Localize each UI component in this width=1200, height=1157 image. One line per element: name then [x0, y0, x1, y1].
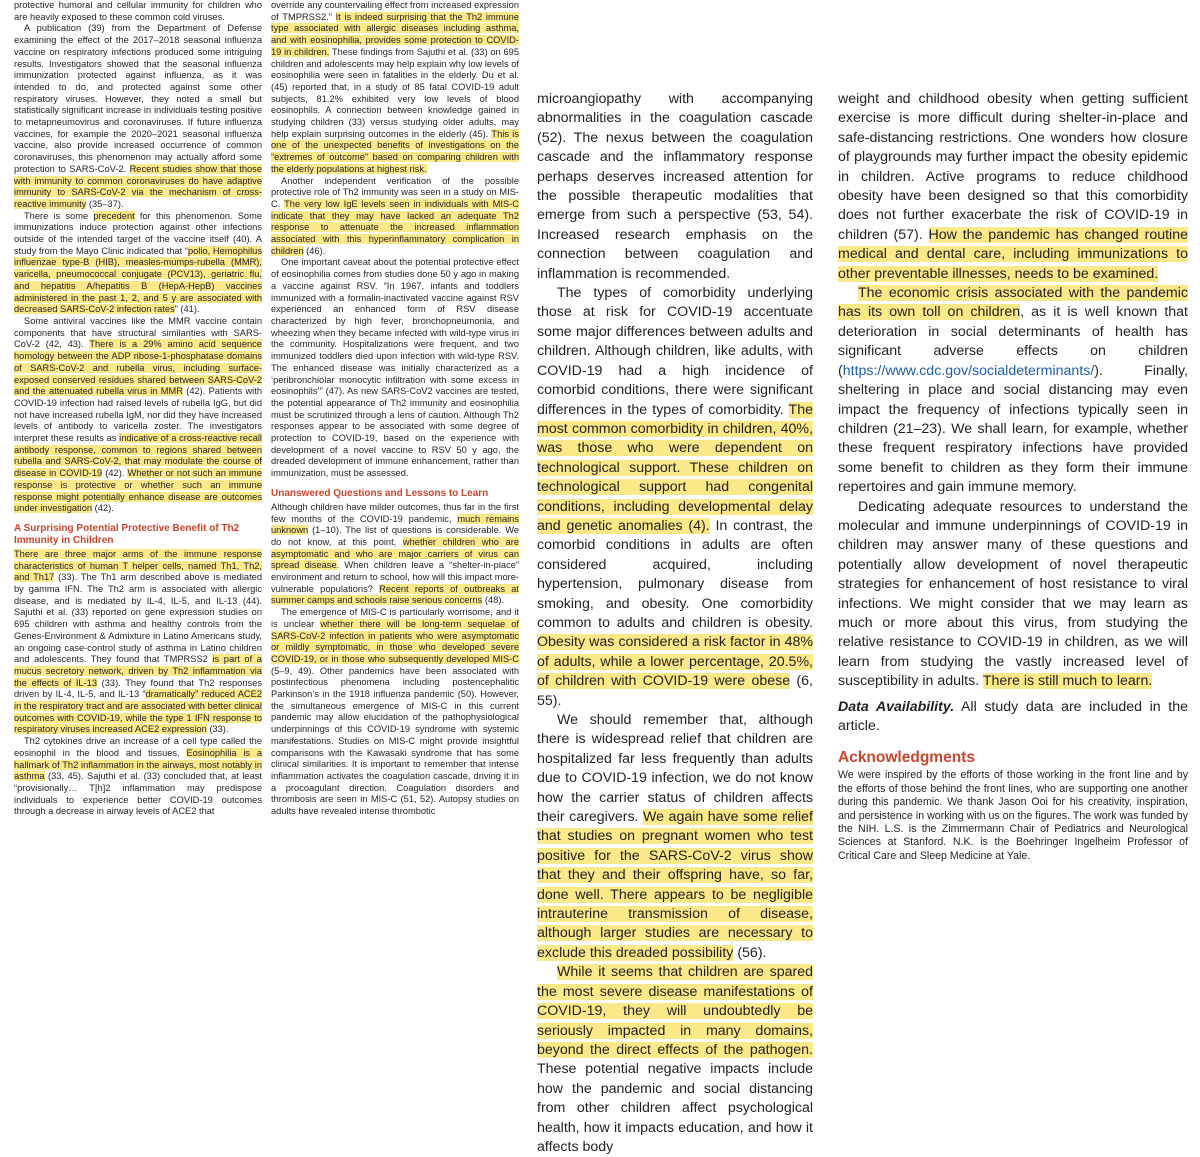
text-run: In contrast, the comorbid conditions in adults are often considered acquired, including hypertension, pulmonary disease from smoking, and obesity. One comorbidity common to adults and children is obesity. — [537, 517, 813, 631]
highlighted-text: Eosinophilia is a hallmark of Th2 inflammation in the airways, most notably in asthma — [14, 747, 262, 782]
data-availability-text: All study data are included in the article. — [838, 698, 1188, 734]
text-run: Th2 cytokines drive an increase of a cell type called the eosinophil in the blood and tissues. — [14, 736, 262, 758]
highlighted-text: precedent — [93, 210, 135, 221]
highlighted-text: is part of a mucus secretory network, driven by Th2 inflammation via the effects of IL-13 — [14, 654, 262, 688]
text-run: The emergence of MIS-C is particularly worrisome, and it is unclear — [271, 607, 519, 629]
highlighted-text: whether children who are asymptomatic and who are major carriers of virus can spread disease — [271, 536, 520, 571]
data-availability-label: Data Availability. — [838, 698, 955, 715]
paragraph — [14, 0, 262, 23]
highlighted-text: much remains unknown — [271, 513, 520, 536]
paragraph — [838, 498, 1188, 692]
text-column-3 — [537, 90, 814, 1155]
highlighted-text: There are three major arms of the immune response characteristics of human T helper cells, named Th1, Th2, and Th17 — [14, 548, 262, 583]
text-run: (5–9, 49). Other pandemics have been associated with postinfectious phenomena including postencephalitic Parkinson’s in the 1918 influenza pandemic (50). However, the simultaneous emergence of MIS-C in this current pandemic may allow elucidation of the pathophysiological underpinnings of this COVID-19 syndrome with systemic manifestations. Studies on MIS-C might provide insightful comparisons with the Kawasaki syndrome that has some clinical similarities. It is important to remember that intense inflammation activates the coagulation cascade, driving it in a procoagulant direction. Coagulation disorders and thrombosis are seen in MIS-C (51, 52). Autopsy studies on adults have revealed intense thrombotic — [271, 665, 519, 817]
paragraph — [14, 23, 262, 210]
paragraph — [537, 284, 813, 711]
highlighted-text: While it seems that children are spared the most severe disease manifestations of COVID-19, they will undoubtedly be seriously impacted in many domains, beyond the direct effects of the pathogen. — [537, 964, 813, 1058]
highlighted-text: Recent reports of outbreaks at summer camps and schools raise serious concerns — [271, 583, 519, 606]
text-run: (42). — [92, 503, 114, 514]
highlighted-text: There is a 29% amino acid sequence homology between the ADP ribose-1-phosphatase domains of SARS-CoV-2 and rubella virus, including surface-exposed conserved residues shared between SARS-CoV-2 and the attenuated rubella virus in MMR — [14, 339, 262, 397]
highlighted-text: How the pandemic has changed routine medical and dental care, including immunizations to other preventable illnesses, needs to be examined. — [838, 226, 1188, 282]
text-run: (56). — [733, 944, 767, 961]
paragraph — [271, 0, 519, 176]
text-run: . When children leave a “shelter-in-place” environment and return to school, how will this impact more-vulnerable populations? — [271, 560, 519, 594]
text-run: weight and childhood obesity when getting sufficient exercise is more difficult during shelter-in-place and safe-distancing restrictions. One wonders how closure of playgrounds may further impact the obesity epidemic in children. Active programs to reduce childhood obesity have been designed so that this comorbidity does not further exacerbate the risk of COVID-19 in children (57). — [838, 91, 1188, 243]
paragraph — [14, 211, 262, 316]
highlighted-text: It is indeed surprising that the Th2 immune type associated with allergic diseases including asthma, and with eosinophilia, provides some protection to COVID-19 in children. — [271, 11, 519, 57]
paragraph — [14, 316, 262, 515]
paragraph — [271, 257, 519, 479]
highlighted-text: Recent studies show that those with immunity to common coronaviruses do have adaptive immunity to SARS-CoV-2 via the mechanism of cross-reactive immunity — [14, 163, 262, 209]
paragraph — [271, 502, 519, 607]
data-availability — [838, 698, 1188, 737]
text-run: Another independent verification of the possible protective role of Th2 immunity was seen in a study on MIS-C. — [271, 175, 519, 209]
text-run: override any countervailing effect from increased expression of TMPRSS2.” — [271, 0, 519, 22]
text-run: (6, 55). — [537, 673, 813, 709]
text-run: Although children have milder outcomes, thus far in the first few months of the COVID-19 pandemic, — [271, 501, 519, 524]
highlighted-text: Obesity was considered a risk factor in 48% of adults, while a lower percentage, 20.5%, of children with COVID-19 were obese — [537, 634, 813, 690]
section-heading: Unanswered Questions and Lessons to Learn — [271, 487, 489, 499]
text-run: (35–37). — [86, 198, 124, 209]
text-run: A publication (39) from the Department of Defense examining the effect of the 2017–2018 seasonal influenza vaccine on respiratory infections produced some intriguing results. Investigators showed that the seasonal influenza immunization protected against influenza, as it was intended to do, and protected against some other respiratory viruses. However, they noted a small but statistically significant increase in individuals testing positive to metapneumovirus and coronaviruses. If future influenza vaccines, for example the 2020–2021 seasonal influenza vaccine, also provide increased occurrence of common coronaviruses, this phenomenon may actually afford some protection to SARS-CoV-2. — [14, 23, 262, 174]
text-run: Some antiviral vaccines like the MMR vaccine contain components that have structural similarities with SARS-CoV-2 (42, 43). — [14, 315, 262, 350]
text-column-2 — [271, 0, 520, 817]
text-run: These findings from Sajuthi et al. (33) on 695 children and adolescents may help explain why low levels of eosinophilia were seen in fatalities in the elderly. Du et al. (45) reported that, in a study of 85 fatal COVID-19 adult subjects, 81.2% exhibited very low levels of blood eosinophils. A connection between knowledge gained in studying children (33) versus studying older adults, may help explain surprising outcomes in the elderly (45). — [271, 46, 519, 139]
highlighted-text: polio, Hemophilus influenzae type-B (HIB), measles-mumps-rubella (MMR), varicella, pneumococcal conjugate (PCV13), geriatric flu, and hepatitis A/hepatitis B (HepA-HepB) vaccines administered in the past 1, 2, and 5 y are associated with decreased SARS-CoV-2 infection rates — [14, 245, 262, 315]
highlighted-text: The economic crisis associated with the pandemic has its own toll on children — [838, 285, 1188, 321]
text-run: The types of comorbidity underlying those at risk for COVID-19 accentuate some major differences between adults and children. Although children, like adults, with COVID-19 had a high incidence of comorbid conditions, there were significant differences in the types of comorbidity. — [537, 285, 813, 418]
highlighted-text: dramatically” reduced ACE2 in the respiratory tract and are associated with better clinical outcomes with COVID-19, while the type 1 IFN response to respiratory viruses increased ACE2 expression — [14, 689, 262, 735]
text-run: (48). — [482, 595, 505, 606]
paragraph — [838, 90, 1188, 284]
text-run: for this phenomenon. Some immunizations induce protection against other infections outside of the intended target of the vaccine itself (40). A study from the Mayo Clinic indicated that “ — [14, 210, 263, 256]
text-run: (46). — [303, 245, 326, 256]
text-run: (33, 45). Sajuthi et al. (33) concluded that, at least “provisionally… T[h]2 inflammation may predispose individuals to experience better COVID-19 outcomes through a decrease in airway levels of ACE2 that — [14, 771, 262, 817]
text-run: ” (41). — [174, 304, 200, 315]
acknowledgments-text: We were inspired by the efforts of those working in the front line and by the efforts of those behind the front lines, who are supporting one another during this pandemic. We thank Jason Ooi for his creativity, inspiration, and persistence in working with us on the figures. The work was funded by the NIH. L.S. is the Zimmermann Chair of Pediatrics and Neurological Sciences at Stanford. N.K. is the Boehringer Ingelheim Professor of Critical Care and Sleep Medicine at Yale. — [838, 769, 1188, 862]
text-run: , as it is well known that deterioration in social determinants of health has significant adverse effects on children ( — [838, 304, 1188, 379]
paragraph — [14, 549, 262, 736]
paragraph — [271, 607, 519, 818]
highlighted-text: Whether or not such an immune response is protective or whether such an immune response might potentially enhance disease are outcomes under investigation — [14, 468, 262, 514]
highlighted-text: The very low IgE levels seen in individuals with MIS-C indicate that they may have lacked an adequate Th2 response to attenuate the increased inflammation associated with this hyperinflammatory complication in children — [271, 198, 519, 256]
text-run: protective humoral and cellular immunity for children who are heavily exposed to these common cold viruses. — [14, 0, 262, 22]
text-run: (42). — [102, 468, 128, 479]
text-run: We should remember that, although there is widespread relief that children are hospitalized far less frequently than adults due to COVID-19 infection, we do not know how the carrier status of children affects their caregivers. — [537, 712, 813, 826]
text-column-4 — [838, 90, 1188, 862]
cdc-link[interactable]: https://www.cdc.gov/socialdeterminants/ — [842, 362, 1095, 379]
text-run: (33). They found that Th2 responses driven by IL-4, IL-5, and IL-13 “ — [14, 677, 262, 700]
paragraph — [271, 176, 519, 258]
paragraph — [14, 736, 262, 818]
text-run: (33). — [206, 724, 229, 735]
highlighted-text: indicative of a cross-reactive recall antibody response, common to regions shared between rubella and SARS-CoV-2, that may modulate the course of disease in COVID-19 — [14, 433, 262, 479]
text-column-1 — [14, 0, 263, 817]
acknowledgments-heading: Acknowledgments — [838, 749, 975, 767]
text-run: (42). Patients with COVID-19 infection had raised levels of rubella IgG, but did not have increased rubella IgM, nor did they have increased levels of antibody to varicella zoster. The investigators interpret these results as — [14, 386, 262, 444]
text-run: These potential negative impacts include how the pandemic and social distancing from other children affect psychological health, how it impacts education, and how it affects body — [537, 1061, 813, 1155]
paragraph — [537, 963, 813, 1157]
section-heading: A Surprising Potential Protective Benefit of Th2 Immunity in Children — [14, 522, 240, 546]
paragraph — [537, 711, 813, 963]
highlighted-text: We again have some relief that studies on pregnant women who test positive for the SARS-CoV-2 virus show that they and their offspring have, so far, done well. There appears to be negligible intrauterine transmission of disease, although larger studies are necessary to exclude this dreaded possibility — [537, 809, 814, 961]
highlighted-text: There is still much to learn. — [982, 673, 1153, 690]
highlighted-text: The most common comorbidity in children, 40%, was those who were dependent on technological support. These children on technological support had congenital conditions, including developmental delay and genetic anomalies (4). — [537, 401, 813, 534]
paragraph — [838, 284, 1188, 497]
highlighted-text: whether there will be long-term sequelae of SARS-CoV-2 infection in patients who were asymptomatic or mildly symptomatic, in those who developed severe COVID-19, or in those who subsequently developed MIS-C — [271, 618, 519, 664]
text-run: ). Finally, sheltering in place and social distancing may even impact the frequency of infections typically seen in children (21–23). We shall learn, for example, whether these frequent respiratory infections have provided some benefit to children as they form their immune repertoires and gain immune memory. — [838, 362, 1188, 496]
text-run: There is some — [24, 210, 94, 221]
text-run: One important caveat about the potential protective effect of eosinophilia comes from studies done 50 y ago in making a vaccine against RSV. “In 1967, infants and toddlers immunized with a formalin-inactivated vaccine against RSV experienced an enhanced form of RSV disease characterized by high fever, bronchopneumonia, and wheezing when they became infected with wild-type virus in the community. Hospitalizations were frequent, and two immunized toddlers died upon infection with wild-type RSV. The enhanced disease was initially characterized as a ‘peribronchiolar monocytic infiltration with some excess in eosinophils’” (47). As new SARS-CoV2 vaccines are tested, the potential appearance of Th2 immunity and eosinophilia must be scrutinized through a lens of caution. Although Th2 responses appear to be associated with some degree of protection to COVID-19, based on the experience with development of a novel vaccine to RSV 50 y ago, the dreaded development of immune enhancement, rather than immunization, must be assessed. — [271, 257, 519, 479]
text-run: microangiopathy with accompanying abnormalities in the coagulation cascade (52). The nexus between the coagulation cascade and the inflammatory response perhaps deserves increased attention for the possible therapeutic modalities that emerge from such a perspective (53, 54). Increased research emphasis on the connection between coagulation and inflammation is recommended. — [537, 91, 813, 282]
highlighted-text: This is one of the unexpected benefits of investigations on the “extremes of outcome” based on comparing children with the elderly populations at highest risk. — [271, 128, 519, 174]
text-run: (33). The Th1 arm described above is mediated by gamma IFN. The Th2 arm is associated with allergic disease, and is mediated by IL-4, IL-5, and IL-13 (44). Sajuthi et al. (33) reported on gene expression studies on 695 children with asthma and healthy controls from the Genes-Environment & Admixture in Latino Americans study, an ongoing case-control study of asthma in Latino children and adolescents. They found that TMPRSS2 — [14, 572, 262, 665]
text-run: Dedicating adequate resources to understand the molecular and immune underpinnings of COVID-19 in children may answer many of these questions and potentially allow development of novel therapeutic strategies for enhancement of host resistance to viral infections. We might consider that we may learn as much or more about this virus, from studying the relative resistance to COVID-19 in children, as we will learn from studying the vastly increased level of susceptibility in adults. — [838, 498, 1188, 690]
text-run: (1–10). The list of questions is considerable. We do not know, at this point, — [271, 525, 519, 547]
paragraph — [537, 90, 813, 284]
